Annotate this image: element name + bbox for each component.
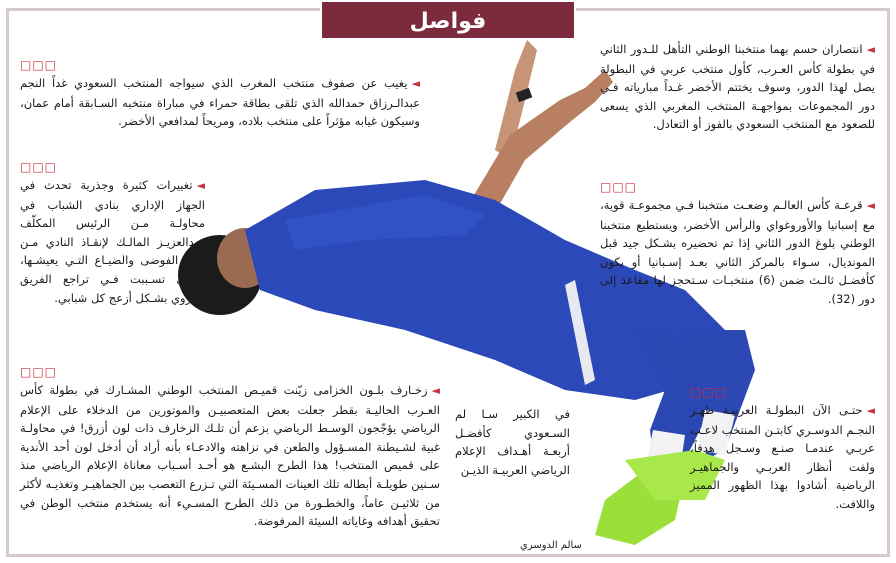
bullet-icon: ◄ — [866, 404, 875, 417]
block-text: حتـى الآن البطولـة العربيـة ظهـر النجـم الدوسـري كابتـن المنتخب لاعـب عربـي عندمـا صنـع وسـجل هدفاً، ولفت أنظار العربـي والجماهيـر الرياضية أشادوا بهذا الظهور المميز واللافت. — [690, 403, 875, 511]
box-icons: □□□ — [690, 385, 728, 399]
bullet-icon: ◄ — [411, 77, 420, 90]
bullet-icon: ◄ — [866, 199, 875, 212]
article-block-5 — [690, 385, 875, 514]
article-block-4 — [20, 160, 205, 307]
box-icons: □□□ — [20, 160, 58, 174]
article-block-7 — [20, 365, 440, 531]
article-block-1 — [600, 40, 875, 134]
article-block-3 — [600, 180, 875, 309]
block-text: تغييرات كثيرة وجذرية تحدث في الجهاز الإداري بنادي الشباب في محاولـة مـن الرئيس المكلّف عبدالعزيـز المالـك لإنقـاذ النادي مـن حالة الفوضى والضيـاع التـي يعيشـها، والتـي تسـببت فـي تراجع الفريق الكروي بشـكل أزعج كل شبابي. — [20, 178, 205, 305]
bullet-icon: ◄ — [196, 179, 205, 192]
article-block-6 — [455, 405, 570, 479]
block-text: انتصاران حسم بهما منتخبنا الوطني التأهل للـدور الثاني في بطولة كأس العـرب، كأول منتخب عربي في البطولة يصل لهذا الدور، وسوف يختتم الأخضر غـداً مبارياته فـي دور المجموعات بمواجهـة المنتخب المغربي الذي يسعى للصعود مع المنتخب السعودي بالفوز أو التعادل. — [600, 42, 875, 132]
section-title: فواصل — [320, 0, 576, 40]
bullet-icon: ◄ — [431, 384, 440, 397]
box-icons: □□□ — [600, 180, 638, 194]
block-text: في الكبير سـا لم السـعودي كأفضـل أربعـة أهـداف الإعلام الرياضي العربيـة الذيـن — [455, 407, 570, 477]
block-text: قرعـة كأس العالـم وضعـت منتخبنا فـي مجموعـة قوية، مع إسبانيا والأوروغواي والرأس الأخضر، ويستطيع منتخبنا الوطني بلوغ الدور الثاني إذا تم تحضيره بشـكل جيد قبل المونديال، سـواء بالمركز الثاني بعـد إسـبانيا أو يكون كأفضـل ثالـث ضمن (6) منتخبـات سـتحجز لها مقاعد إلى دور (32). — [600, 198, 875, 306]
box-icons: □□□ — [20, 365, 58, 379]
bullet-icon: ◄ — [866, 43, 875, 56]
box-icons: □□□ — [20, 58, 58, 72]
article-block-2 — [20, 58, 420, 131]
photo-caption: سالم الدوسري — [520, 540, 582, 551]
block-text: زخـارف بلـون الخزامى زيّنت قميـص المنتخب الوطني المشـارك في بطولة كأس العـرب الحاليـة بقطر جعلت بعض المتعصبيـن والموتورين من الدخلاء على الإعلام الرياضي يؤجّجون الوسـط الرياضي بزعم أن تلـك الزخارف ذات لون أزرق! في محاولـة غبية لشـيطنة المسـؤول والطعن في نزاهته والادعـاء بأنه أراد أن أدخل لون أحد الأندية على قميص المنتخب! هذا الطرح البشـع هو أحـد أسـباب معاناة الإعلام الرياضي منذ سـنين طويلـة أبطاله تلك العينات المسـيئة التي تـزرع التعصب بين الجماهيـر وتغذيـه لأكثر من ثلاثيـن عاماً، والخطـورة من ذلك الطرح المسـيء أنه يستخدم منتخب الوطن في تحقيق أهدافه وغاياته السيئة المرفوضة. — [20, 383, 440, 529]
block-text: يغيب عن صفوف منتخب المغرب الذي سيواجه المنتخب السعودي غداً النجم عبدالـرزاق حمدالله الذي تلقى بطاقة حمراء في مباراة منتخبه السـابقة أمام عمان، وسيكون غيابه مؤثراً على منتخب بلاده، ومريحاً لمدافعي الأخضر. — [20, 76, 420, 129]
